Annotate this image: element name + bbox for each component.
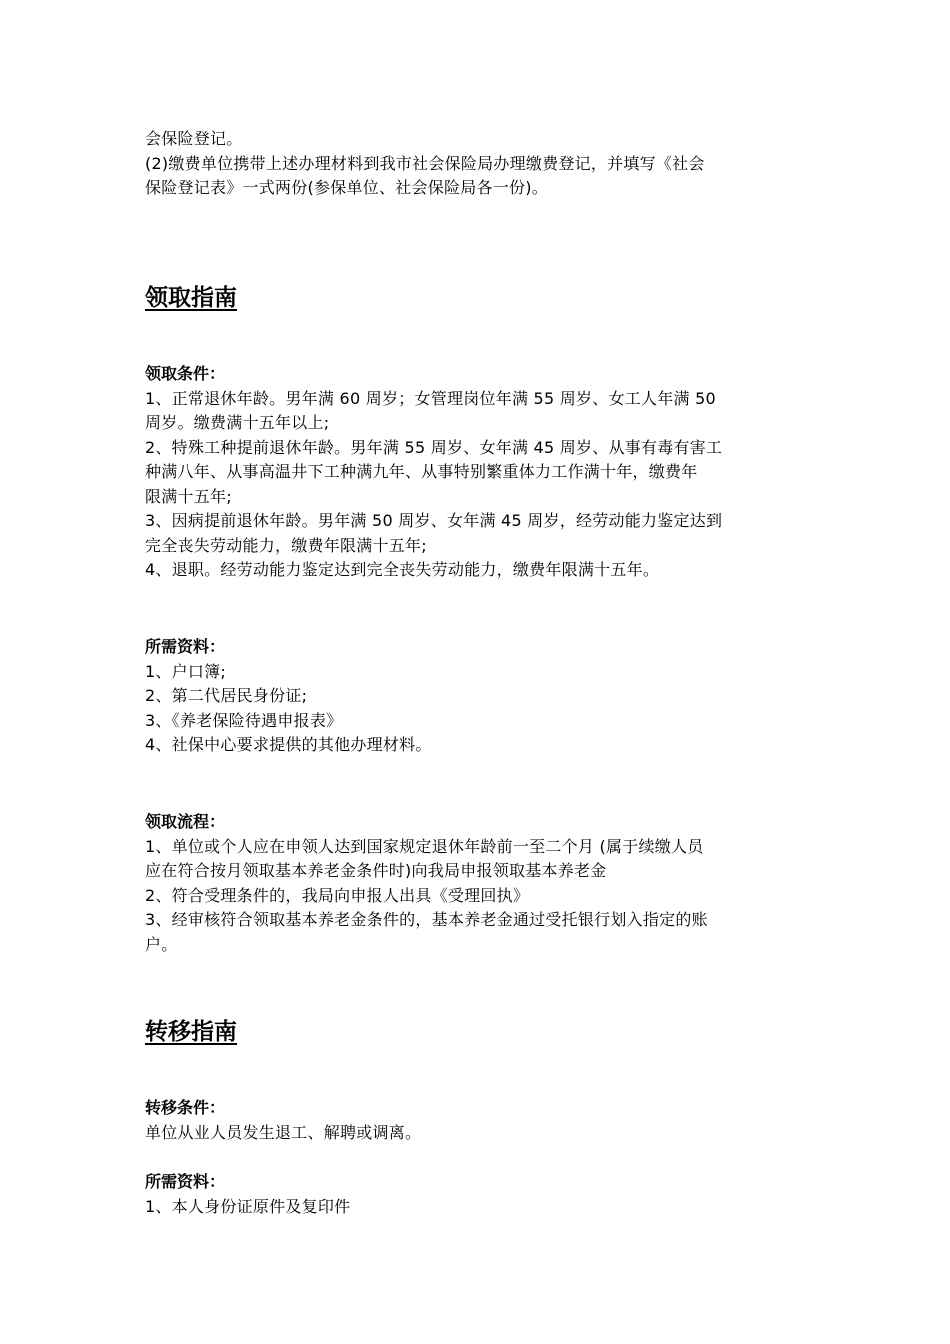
list-item: 种满八年、从事高温井下工种满九年、从事特别繁重体力工作满十年，缴费年 — [145, 462, 698, 481]
list-item: 1、本人身份证原件及复印件 — [145, 1196, 351, 1216]
list-item: 2、符合受理条件的，我局向申报人出具《受理回执》 — [145, 885, 530, 905]
list-item: 户。 — [145, 934, 178, 954]
list-item: 2、第二代居民身份证; — [145, 686, 308, 705]
transfer-conditions — [145, 1096, 815, 1145]
list-item: 应在符合按月领取基本养老金条件时)向我局申报领取基本养老金 — [145, 861, 607, 880]
list-item: 周岁。缴费满十五年以上; — [145, 413, 330, 432]
list-item: 4、退职。经劳动能力鉴定达到完全丧失劳动能力，缴费年限满十五年。 — [145, 560, 660, 579]
section-heading-receive: 领取指南 — [145, 285, 237, 311]
section-heading-transfer: 转移指南 — [145, 1019, 237, 1045]
list-item: 1、单位或个人应在申领人达到国家规定退休年龄前一至二个月 (属于续缴人员 — [145, 836, 704, 856]
receive-conditions — [145, 362, 815, 583]
intro-line: 保险登记表》一式两份(参保单位、社会保险局各一份)。 — [145, 178, 548, 197]
list-item: 3、因病提前退休年龄。男年满 50 周岁、女年满 45 周岁，经劳动能力鉴定达到 — [145, 511, 723, 530]
receive-process-label: 领取流程： — [145, 812, 226, 831]
list-item: 限满十五年; — [145, 486, 232, 506]
receive-process — [145, 810, 815, 957]
transfer-materials — [145, 1170, 815, 1219]
list-item: 3、经审核符合领取基本养老金条件的，基本养老金通过受托银行划入指定的账 — [145, 910, 708, 929]
list-item: 1、户口簿; — [145, 661, 227, 681]
list-item: 1、正常退休年龄。男年满 60 周岁；女管理岗位年满 55 周岁、女工人年满 50 — [145, 388, 716, 408]
list-item: 单位从业人员发生退工、解聘或调离。 — [145, 1122, 422, 1142]
intro-line: (2)缴费单位携带上述办理材料到我市社会保险局办理缴费登记，并填写《社会 — [145, 153, 705, 173]
intro-line: 会保险登记。 — [145, 129, 243, 148]
list-item: 完全丧失劳动能力，缴费年限满十五年; — [145, 535, 427, 555]
transfer-materials-label: 所需资料： — [145, 1172, 226, 1191]
receive-materials — [145, 635, 815, 758]
list-item: 4、社保中心要求提供的其他办理材料。 — [145, 735, 432, 754]
intro-paragraph — [145, 127, 815, 201]
list-item: 3、《养老保险待遇申报表》 — [145, 710, 343, 730]
receive-materials-label: 所需资料： — [145, 637, 226, 656]
receive-conditions-label: 领取条件： — [145, 364, 226, 383]
list-item: 2、特殊工种提前退休年龄。男年满 55 周岁、女年满 45 周岁、从事有毒有害工 — [145, 437, 723, 457]
transfer-conditions-label: 转移条件： — [145, 1098, 226, 1117]
